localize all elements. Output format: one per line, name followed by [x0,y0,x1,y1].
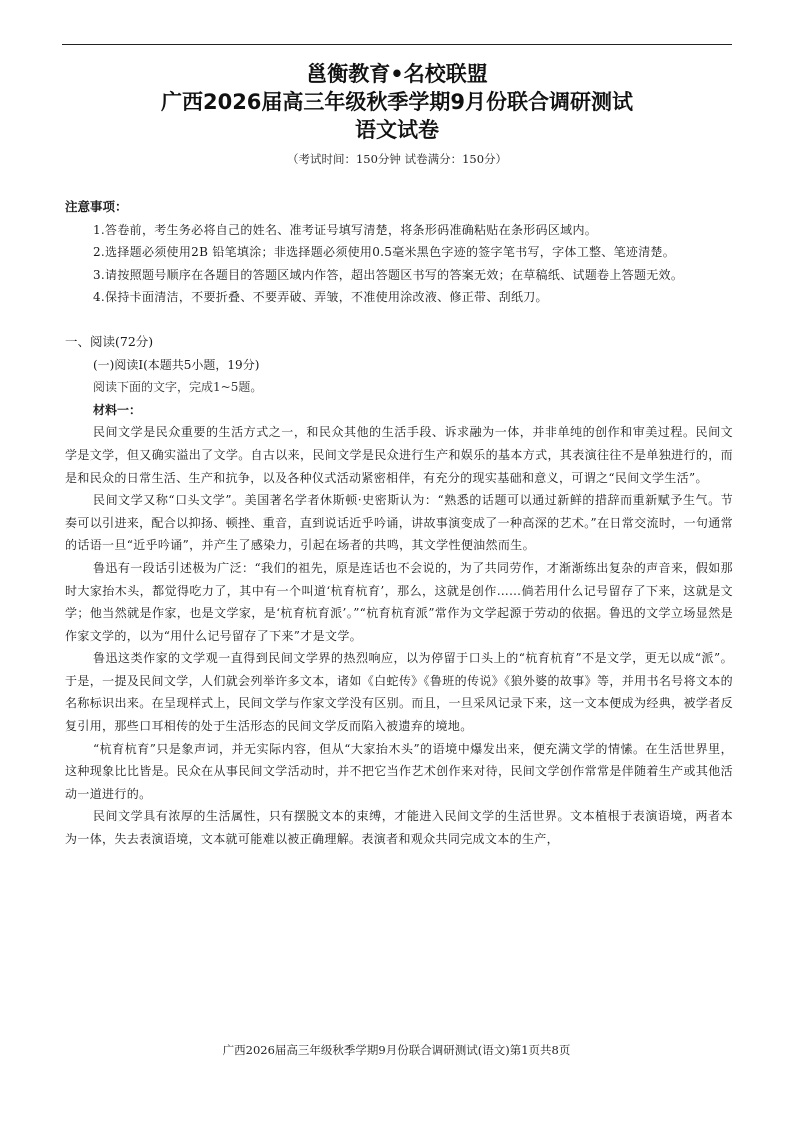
reading-instruction: 阅读下面的文字，完成1~5题。 [93,380,263,395]
notice-item-4: 4.保持卡面清洁，不要折叠、不要弄破、弄皱，不准使用涂改液、修正带、刮纸刀。 [93,290,548,305]
material-paragraph-5: “杭育杭育”只是象声词，并无实际内容，但从“大家抬木头”的语境中爆发出来，便充满文学的情愫。在生活世界里，这种现象比比皆是。民众在从事民间文学活动时，并不把它当作艺术创作来对待，民间文学创作常常是伴随着生产或其他活动一道进行的。 [65,741,733,801]
notice-item-2: 2.选择题必须使用2B 铅笔填涂；非选择题必须使用0.5毫米黑色字迹的签字笔书写，字体工整、笔迹清楚。 [93,245,676,260]
material-paragraph-6: 民间文学具有浓厚的生活属性，只有摆脱文本的束缚，才能进入民间文学的生活世界。文本植根于表演语境，两者本为一体，失去表演语境，文本就可能难以被正确理解。表演者和观众共同完成文本的生产， [65,809,733,847]
notice-item-1: 1.答卷前，考生务必将自己的姓名、准考证号填写清楚，将条形码准确粘贴在条形码区域内。 [93,222,598,237]
exam-header [62,60,732,168]
notice-item-3: 3.请按照题号顺序在各题目的答题区域内作答，超出答题区书写的答案无效；在草稿纸、试题卷上答题无效。 [93,267,684,282]
exam-info: （考试时间：150分钟 试卷满分：150分） [286,152,508,166]
material-title: 材料一： [93,402,142,417]
top-rule [62,44,732,45]
reading-subtitle: (一)阅读Ⅰ(本题共5小题，19分) [93,357,260,372]
page-content [65,196,733,851]
alliance-title: 邕衡教育•名校联盟 [306,62,488,86]
notice-title: 注意事项： [65,199,128,214]
material-paragraph-4: 鲁迅这类作家的文学观一直得到民间文学界的热烈响应，以为停留于口头上的“杭育杭育”不是文学，更无以成“派”。于是，一提及民间文学，人们就会列举许多文本，诸如《白蛇传》《鲁班的传说》《狼外婆的故事》等，并用书名号将文本的名称标识出来。在呈现样式上，民间文学与作家文学没有区别。而且，一旦采风记录下来，这一文本便成为经典，被学者反复引用，那些口耳相传的处于生活形态的民间文学反而陷入被遗弃的境地。 [65,651,733,734]
subject-title: 语文试卷 [355,118,439,142]
section-title: 一、阅读(72分) [65,333,154,349]
material-paragraph-2: 民间文学又称“口头文学”。美国著名学者休斯顿·史密斯认为：“熟悉的话题可以通过新鲜的措辞而重新赋予生气。节奏可以引进来，配合以抑扬、顿挫、重音，直到说话近乎吟诵，讲故事演变成了一种高深的艺术。”在日常交流时，一句通常的话语一旦“近乎吟诵”，并产生了感染力，引起在场者的共鸣，其文学性便油然而生。 [65,493,733,553]
material-paragraph-3: 鲁迅有一段话引述极为广泛：“我们的祖先，原是连话也不会说的，为了共同劳作，才渐渐练出复杂的声音来，假如那时大家抬木头，都觉得吃力了，其中有一个叫道‘杭育杭育’，那么，这就是创作……倘若用什么记号留存了下来，这就是文学；他当然就是作家，也是文学家，是‘杭育杭育派’。”“杭育杭育派”常作为文学起源于劳动的依据。鲁迅的文学立场显然是作家文学的，以为“用什么记号留存了下来”才是文学。 [65,560,733,643]
page-footer: 广西2026届高三年级秋季学期9月份联合调研测试(语文)第1页共8页 [222,1043,571,1057]
material-paragraph-1: 民间文学是民众重要的生活方式之一，和民众其他的生活手段、诉求融为一体，并非单纯的创作和审美过程。民间文学是文学，但又确实溢出了文学。自古以来，民间文学是民众进行生产和娱乐的基本方式，其表演往往不是单独进行的，而是和民众的日常生活、生产和抗争，以及各种仪式活动紧密相伴，有充分的现实基础和意义，可谓之“民间文学生活”。 [65,425,733,485]
exam-title: 广西2026届高三年级秋季学期9月份联合调研测试 [160,90,634,114]
